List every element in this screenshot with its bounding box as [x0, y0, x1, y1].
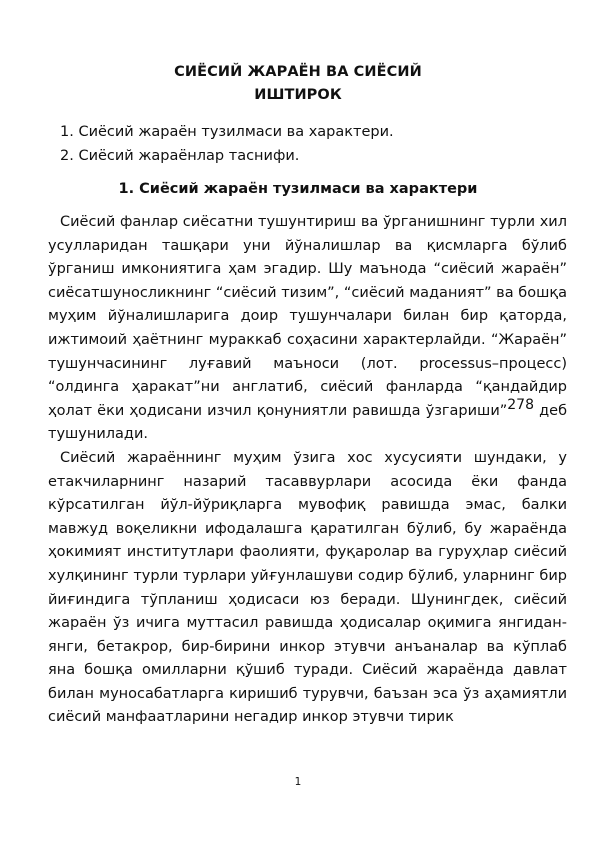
paragraph-1-tail: деб тушунилади. [48, 402, 568, 443]
table-of-contents [60, 120, 560, 168]
document-title-line2: ИШТИРОК [254, 87, 342, 103]
section-heading: 1. Сиёсий жараён тузилмаси ва характери [118, 181, 478, 197]
page-number: 1 [294, 776, 302, 788]
toc-item-1: 1. Сиёсий жараён тузилмаси ва характери. [60, 124, 394, 140]
paragraph-1-text: Сиёсий фанлар сиёсатни тушунтириш ва ўрганишнинг турли хил усулларидан ташқари уни йўналишлар ва қисмларга бўлиб ўрганиш имкониятига ҳам эгадир. Шу маънода “сиёсий жараён” сиёсатшуносликнинг “сиёсий тизим”, “сиёсий маданият” ва бошқа муҳим йўналишларига доир тушунчалари билан бир қаторда, ижтимоий ҳаётнинг мураккаб соҳасини характерлайди. “Жараён” тушунчасининг луғавий маъноси (лот. processus–процесс) “олдинга ҳаракат”ни англатиб, сиёсий фанларда “қандайдир ҳолат ёки ҳодисани изчил қонуниятли равишда ўзгариши” [48, 214, 567, 419]
document-title-line1: СИЁСИЙ ЖАРАЁН ВА СИЁСИЙ [174, 64, 422, 80]
footnote-reference: 278 [507, 396, 534, 413]
toc-item-2: 2. Сиёсий жараёнлар таснифи. [60, 148, 300, 164]
body-text [48, 211, 567, 730]
paragraph-1 [48, 211, 567, 447]
paragraph-2: Сиёсий жараённинг муҳим ўзига хос хусусияти шундаки, у етакчиларнинг назарий тасаввурлари асосида ёки фанда кўрсатилган йўл-йўриқларга мувофиқ равишда эмас, балки мавжуд воқеликни ифодалашга қаратилган бўлиб, бу жараёнда ҳокимият институтлари фаолияти, фуқаролар ва гуруҳлар сиёсий хулқининг турли турлари уйғунлашуви содир бўлиб, уларнинг бир йиғиндига тўпланиш ҳодисаси юз беради. Шунингдек, сиёсий жараён ўз ичига муттасил равишда ҳодисалар оқимига янгидан-янги, бетакрор, бир-бирини инкор этувчи анъаналар ва кўплаб яна бошқа омилларни қўшиб туради. Сиёсий жараёнда давлат билан муносабатларга киришиб турувчи, баъзан эса ўз аҳамиятли сиёсий манфаатларини негадир инкор этувчи тирик [48, 449, 567, 726]
